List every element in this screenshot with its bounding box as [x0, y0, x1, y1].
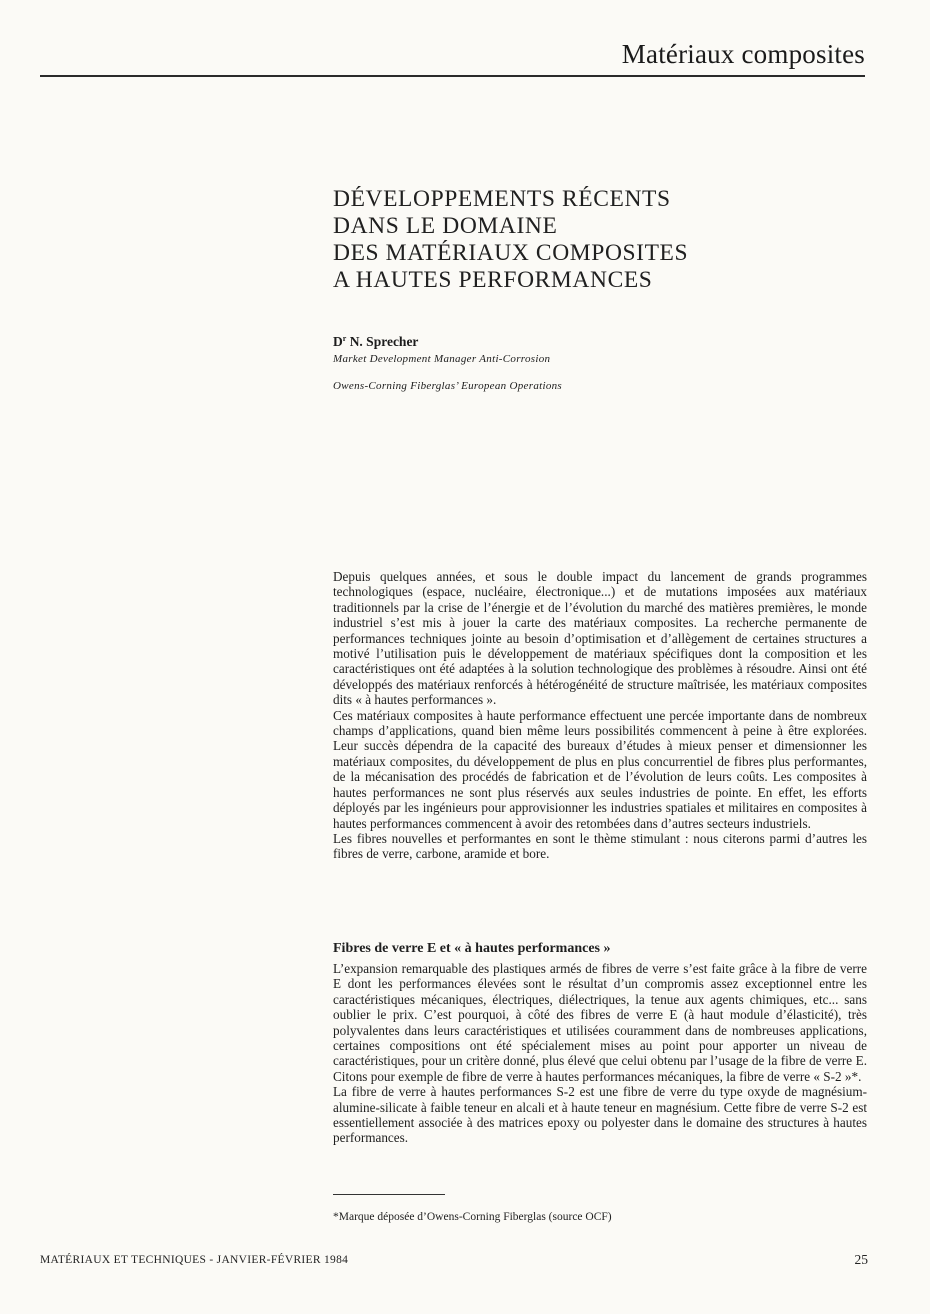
footnote-rule: [333, 1194, 445, 1195]
article-title: [333, 186, 853, 294]
section-heading: Fibres de verre E et « à hautes performances »: [333, 941, 611, 956]
author-organization: Owens-Corning Fiberglas’ European Operations: [333, 380, 563, 392]
title-line: A HAUTES PERFORMANCES: [333, 267, 653, 293]
page-number: 25: [854, 1252, 868, 1267]
section-glass-fibers: [333, 940, 867, 1146]
intro-paragraph: Ces matériaux composites à haute performance effectuent une percée importante dans de nombreux champs d’applications, quand bien même leurs possibilités commencent à peine à être explorées. Leur succès dépendra de la capacité des bureaux d’études à mieux penser et dimensionner les matériaux composites, du développement de plus en plus concurrentiel de fibres plus performantes, de la mécanisation des procédés de fabrication et de l’évolution de leurs coûts. Les composites à hautes performances ne sont plus réservés aux seules industries de pointe. En effet, les efforts déployés par les ingénieurs pour approvisionner les industries spatiales et militaires en composites à hautes performances commencent à avoir des retombées dans d’autres secteurs industriels.: [333, 707, 867, 831]
intro-paragraph: Les fibres nouvelles et performantes en sont le thème stimulant : nous citerons parmi d’autres les fibres de verre, carbone, aramide et bore.: [333, 830, 867, 862]
author-name: N. Sprecher: [349, 334, 419, 349]
author-block: [333, 330, 853, 394]
author-title-superscript: r: [342, 334, 347, 343]
section-paragraph: L’expansion remarquable des plastiques armés de fibres de verre s’est faite grâce à la fibre de verre E dont les performances élevées sont le résultat d’un compromis assez exceptionnel entre les caractéristiques mécaniques, électriques, diélectriques, la tenue aux agents chimiques, etc... sans oublier le prix. C’est pourquoi, à côté des fibres de verre E (à haut module d’élasticité), très polyvalentes dans leurs caractéristiques et utilisées couramment dans de nombreuses applications, certaines compositions ont été spécialement mises au point pour apporter un niveau de caractéristiques, pour un critère donné, plus élevé que celui obtenu par l’usage de la fibre de verre E. Citons pour exemple de fibre de verre à hautes performances mécaniques, la fibre de verre « S-2 »*.: [333, 961, 867, 1084]
author-name-line: [333, 330, 853, 351]
intro-text: [333, 569, 867, 862]
title-line: DANS LE DOMAINE: [333, 213, 558, 239]
intro-paragraph: Depuis quelques années, et sous le double impact du lancement de grands programmes technologiques (espace, nucléaire, électronique...) et de mutations imposées aux matériaux traditionnels par la crise de l’énergie et de l’évolution du marché des matières premières, le monde industriel s’est mis à jouer la carte des matériaux composites. La recherche permanente de performances techniques jointe au besoin d’optimisation et d’allègement de certaines structures a motivé l’utilisation puis le développement de matériaux spécifiques dont la composition et les caractéristiques ont été adaptées à la solution technologique des problèmes à résoudre. Ainsi ont été développés des matériaux renforcés à hétérogénéité de structure maîtrisée, les matériaux composites dits « à hautes performances ».: [333, 569, 867, 708]
author-role: Market Development Manager Anti-Corrosion: [333, 353, 551, 365]
title-line: DES MATÉRIAUX COMPOSITES: [333, 240, 689, 266]
section-title: Matériaux composites: [621, 39, 865, 69]
footnote: *Marque déposée d’Owens-Corning Fiberglas (source OCF): [333, 1211, 612, 1223]
footer-journal: MATÉRIAUX ET TECHNIQUES - JANVIER-FÉVRIER 1984: [40, 1254, 349, 1266]
title-line: DÉVELOPPEMENTS RÉCENTS: [333, 186, 671, 212]
section-paragraph: La fibre de verre à hautes performances S-2 est une fibre de verre du type oxyde de magnésium-alumine-silicate à faible teneur en alcali et à haute teneur en magnésium. Cette fibre de verre S-2 est essentiellement associée à des matrices epoxy ou polyester dans le domaine des structures à hautes performances.: [333, 1084, 867, 1146]
author-title-prefix: D: [333, 334, 343, 349]
header-rule: [40, 75, 865, 77]
